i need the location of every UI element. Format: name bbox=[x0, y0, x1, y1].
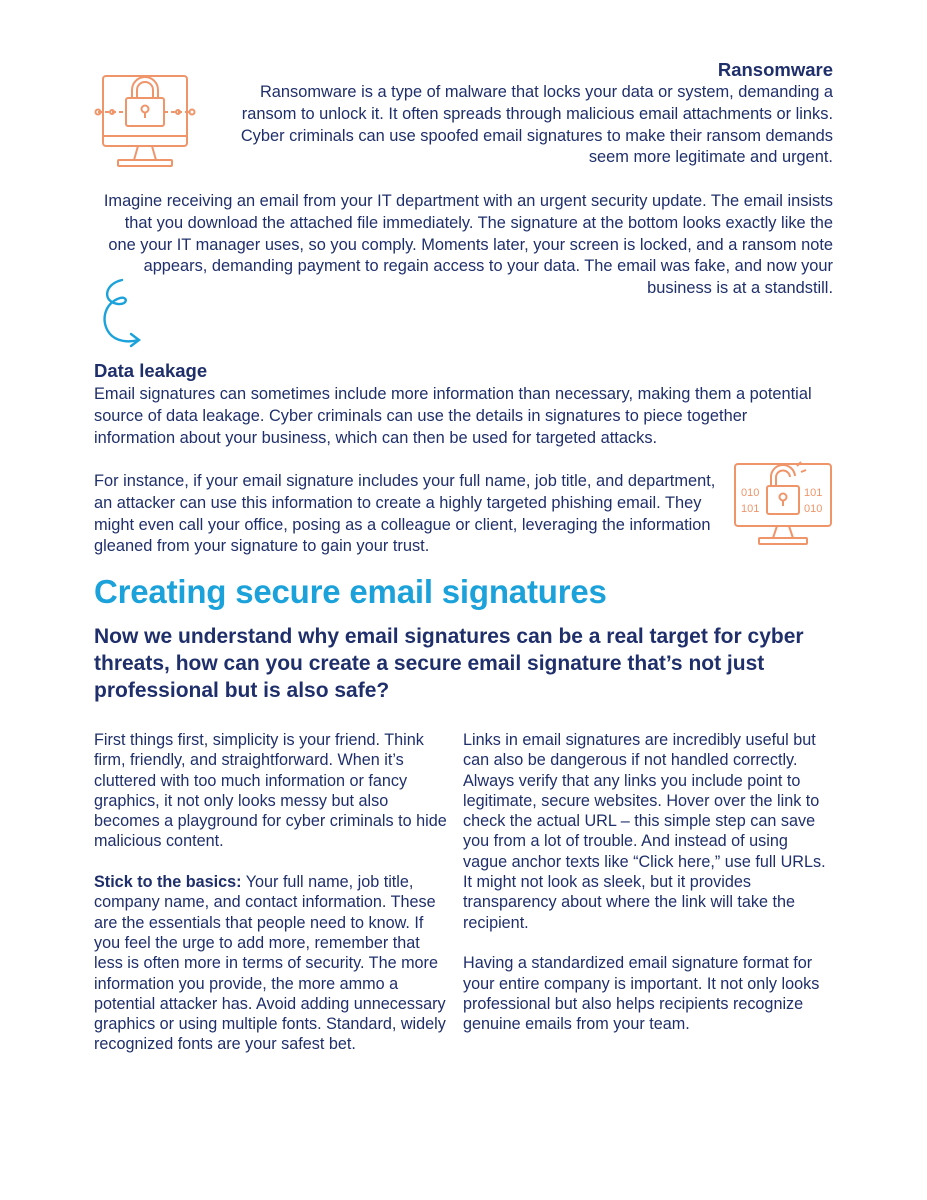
data-leakage-heading: Data leakage bbox=[94, 360, 208, 381]
unlocked-binary-monitor-icon bbox=[731, 458, 835, 550]
ransomware-heading: Ransomware bbox=[717, 59, 833, 80]
right-paragraph-2: Having a standardized email signature format for your entire company is important. It not only looks professional but also helps recipients recognize genuine emails from your team. bbox=[463, 954, 820, 1034]
left-paragraph-2 bbox=[94, 872, 449, 1055]
left-paragraph-1: First things first, simplicity is your friend. Think firm, friendly, and straightforward. When it’s cluttered with too much information or fancy graphics, it not only looks messy but also becomes a playground for cyber criminals to hide malicious content. bbox=[94, 731, 447, 851]
section-subtitle: Now we understand why email signatures can be a real target for cyber threats, how can you create a secure email signature that’s not just professional but is also safe? bbox=[94, 625, 804, 702]
left-column bbox=[94, 730, 449, 1055]
data-leakage-intro: Email signatures can sometimes include more information than necessary, making them a potential source of data leakage. Cyber criminals can use the details in signatures to piece together information about your business, which can then be used for targeted attacks. bbox=[94, 385, 812, 447]
locked-monitor-icon bbox=[94, 72, 196, 172]
binary-text: 101 bbox=[741, 503, 760, 515]
right-paragraph-1: Links in email signatures are incredibly useful but can also be dangerous if not handled correctly. Always verify that any links you include point to legitimate, secure websites. Hover over the link to check the actual URL – this simple step can save you from a lot of trouble. And instead of using vague anchor texts like “Click here,” use full URLs. It might not look as sleek, but it provides transparency about where the link will take the recipient. bbox=[463, 731, 826, 932]
section-title: Creating secure email signatures bbox=[94, 573, 607, 610]
binary-text: 010 bbox=[741, 487, 760, 499]
ransomware-intro: Ransomware is a type of malware that locks your data or system, demanding a ransom to unlock it. It often spreads through malicious email attachments or links. Cyber criminals can use spoofed email signatures to make their ransom demands seem more legitimate and urgent. bbox=[240, 83, 833, 167]
data-leakage-example: For instance, if your email signature includes your full name, job title, and department, an attacker can use this information to create a highly targeted phishing email. They might even call your office, posing as a colleague or client, leveraging the information gleaned from your signature to gain your trust. bbox=[94, 472, 716, 556]
ransomware-example: Imagine receiving an email from your IT department with an urgent security update. The email insists that you download the attached file immediately. The signature at the bottom looks exactly like the one your IT manager uses, so you comply. Moments later, your screen is locked, and a ransom note appears, demanding payment to regain access to your data. The email was fake, and now your business is at a standstill. bbox=[103, 192, 833, 298]
curl-arrow-icon bbox=[98, 276, 148, 348]
stick-to-basics-label: Stick to the basics: bbox=[94, 873, 242, 892]
binary-text: 010 bbox=[804, 503, 823, 515]
stick-to-basics-text: Your full name, job title, company name, and contact information. These are the essentials that people need to know. If you feel the urge to add more, remember that less is often more in terms of security. The more information you provide, the more ammo a potential attacker has. Avoid adding unnecessary graphics or using multiple fonts. Standard, widely recognized fonts are your safest bet. bbox=[94, 873, 446, 1054]
right-column bbox=[463, 730, 833, 1034]
binary-text: 101 bbox=[804, 487, 823, 499]
